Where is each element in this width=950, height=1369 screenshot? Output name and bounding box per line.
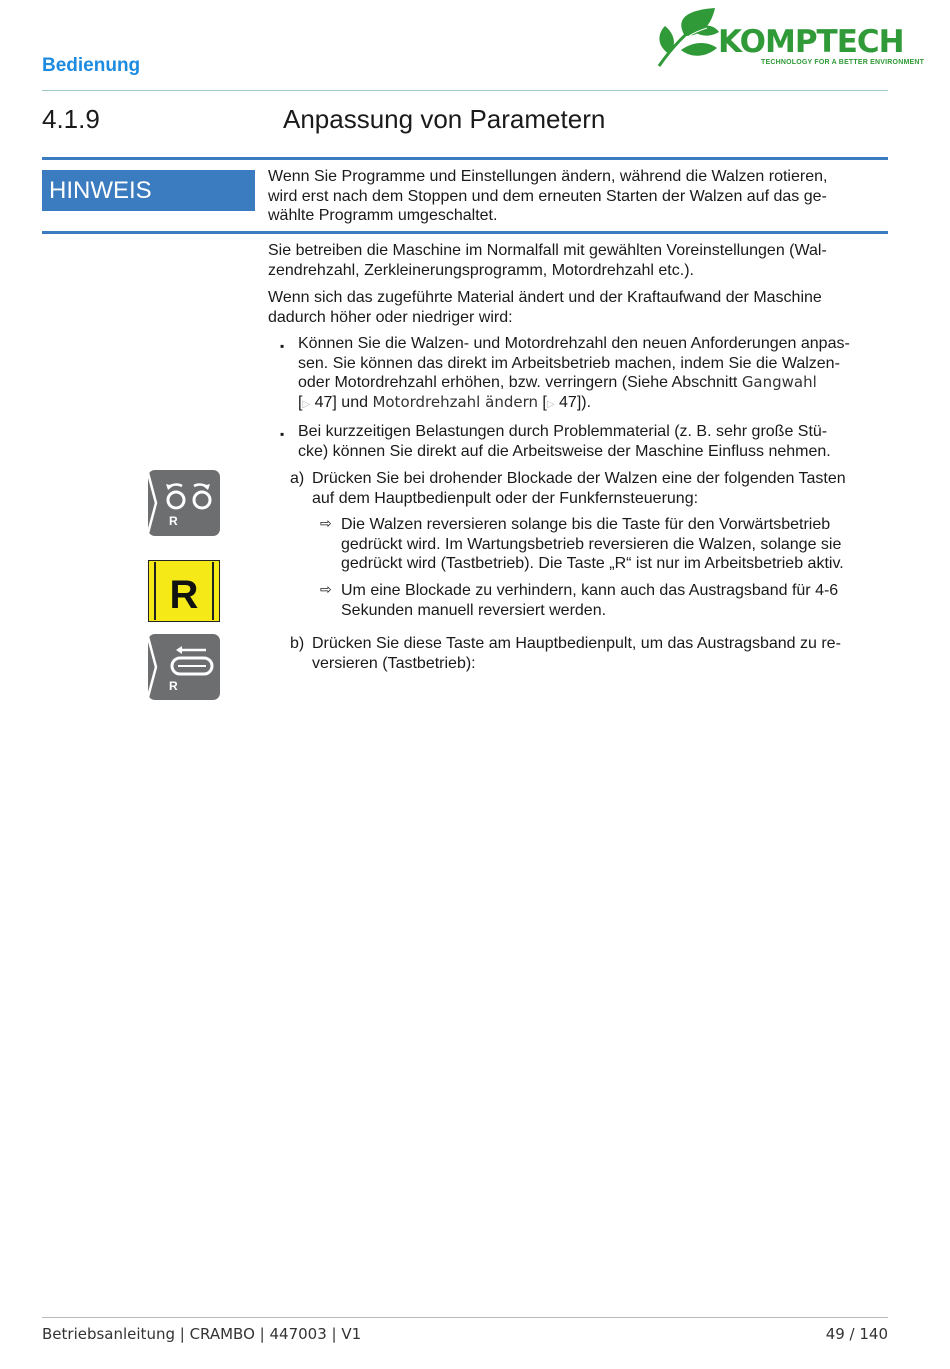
bullet-item-2 — [298, 422, 890, 461]
text-line: gedrückt wird (Tastbetrieb). Die Taste „R“ ist nur im Arbeitsbetrieb aktiv. — [341, 555, 844, 572]
step-a-label: a) — [290, 470, 305, 487]
text-line-with-refs: [▷ 47] und Motordrehzahl ändern [▷ 47]). — [298, 392, 592, 411]
rollers-reverse-key-icon — [148, 470, 220, 536]
text-line: Bei kurzzeitigen Belastungen durch Problemmaterial (z. B. sehr große Stü- — [298, 423, 828, 440]
step-a-text — [312, 469, 890, 508]
section-number: 4.1.9 — [42, 104, 100, 134]
result-arrow-icon: ⇨ — [320, 516, 332, 532]
text-line: auf dem Hauptbedienpult oder der Funkfernsteuerung: — [312, 489, 699, 507]
text-segment: ] und — [332, 393, 373, 411]
icon-r-label: R — [169, 679, 178, 693]
result-2 — [341, 581, 891, 620]
note-line: wählte Programm umgeschaltet. — [268, 207, 498, 224]
text-line: Drücken Sie bei drohender Blockade der Walzen eine der folgenden Tasten — [312, 470, 846, 487]
belt-reverse-key-icon — [148, 634, 220, 700]
page-ref[interactable]: 47 — [314, 393, 333, 411]
text-line: Wenn sich das zugeführte Material ändert und der Kraftaufwand der Maschine — [268, 289, 822, 306]
text-line: zendrehzahl, Zerkleinerungsprogramm, Motordrehzahl etc.). — [268, 261, 694, 279]
footer-page-number: 49 / 140 — [825, 1325, 888, 1343]
paragraph-1 — [268, 241, 888, 280]
r-key-icon — [148, 560, 220, 622]
text-line: dadurch höher oder niedriger wird: — [268, 308, 513, 326]
footer-rule — [42, 1317, 888, 1318]
text-line: Sie betreiben die Maschine im Normalfall mit gewählten Voreinstellungen (Wal- — [268, 242, 827, 259]
text-line: versieren (Tastbetrieb): — [312, 654, 476, 672]
result-1 — [341, 515, 891, 574]
bullet-marker: ▪ — [280, 427, 285, 441]
note-bottom-rule — [42, 231, 888, 234]
link-motordrehzahl[interactable]: Motordrehzahl ändern — [372, 392, 538, 411]
section-label: Bedienung — [42, 55, 141, 76]
logo-tagline: TECHNOLOGY FOR A BETTER ENVIRONMENT — [761, 59, 925, 66]
note-line: wird erst nach dem Stoppen und dem erneuten Starten der Walzen auf das ge- — [268, 187, 827, 205]
text-segment: oder Motordrehzahl erhöhen, bzw. verringern (Siehe Abschnitt — [298, 374, 742, 391]
text-line: Die Walzen reversieren solange bis die Taste für den Vorwärtsbetrieb — [341, 516, 831, 533]
text-line: Drücken Sie diese Taste am Hauptbedienpult, um das Austragsband zu re- — [312, 635, 841, 652]
result-arrow-icon: ⇨ — [320, 582, 332, 598]
text-line: Sekunden manuell reversiert werden. — [341, 601, 607, 619]
footer-document-info: Betriebsanleitung | CRAMBO | 447003 | V1 — [42, 1325, 362, 1343]
page-ref-arrow-icon: ▷ — [302, 398, 311, 410]
header-rule — [42, 90, 888, 91]
page-ref[interactable]: 47 — [559, 393, 577, 411]
note-text — [268, 167, 888, 226]
logo-wordmark: KOMPTECH — [718, 24, 904, 60]
text-line: Können Sie die Walzen- und Motordrehzahl den neuen Anforderungen anpas- — [298, 335, 850, 352]
page-ref-arrow-icon: ▷ — [546, 398, 555, 410]
text-line: gedrückt wird. Im Wartungsbetrieb reversieren die Walzen, solange sie — [341, 535, 842, 553]
text-segment: ]). — [576, 393, 592, 411]
paragraph-2 — [268, 288, 888, 327]
text-line: Um eine Blockade zu verhindern, kann auch das Austragsband für 4-6 — [341, 582, 839, 599]
text-line-with-link — [298, 373, 890, 393]
note-top-rule — [42, 157, 888, 160]
bullet-item-1 — [298, 334, 890, 414]
link-gangwahl[interactable]: Gangwahl — [741, 373, 817, 391]
text-line: cke) können Sie direkt auf die Arbeitsweise der Maschine Einfluss nehmen. — [298, 442, 831, 460]
step-b-text — [312, 634, 890, 673]
note-label: HINWEIS — [42, 170, 255, 211]
section-title: Anpassung von Parametern — [283, 104, 606, 134]
bullet-marker: ▪ — [280, 339, 285, 353]
text-line: sen. Sie können das direkt im Arbeitsbetrieb machen, indem Sie die Walzen- — [298, 354, 840, 372]
step-b-label: b) — [290, 635, 305, 652]
note-line: Wenn Sie Programme und Einstellungen ändern, während die Walzen rotieren, — [268, 168, 828, 185]
r-key-label: R — [169, 573, 199, 617]
icon-r-label: R — [169, 514, 178, 528]
